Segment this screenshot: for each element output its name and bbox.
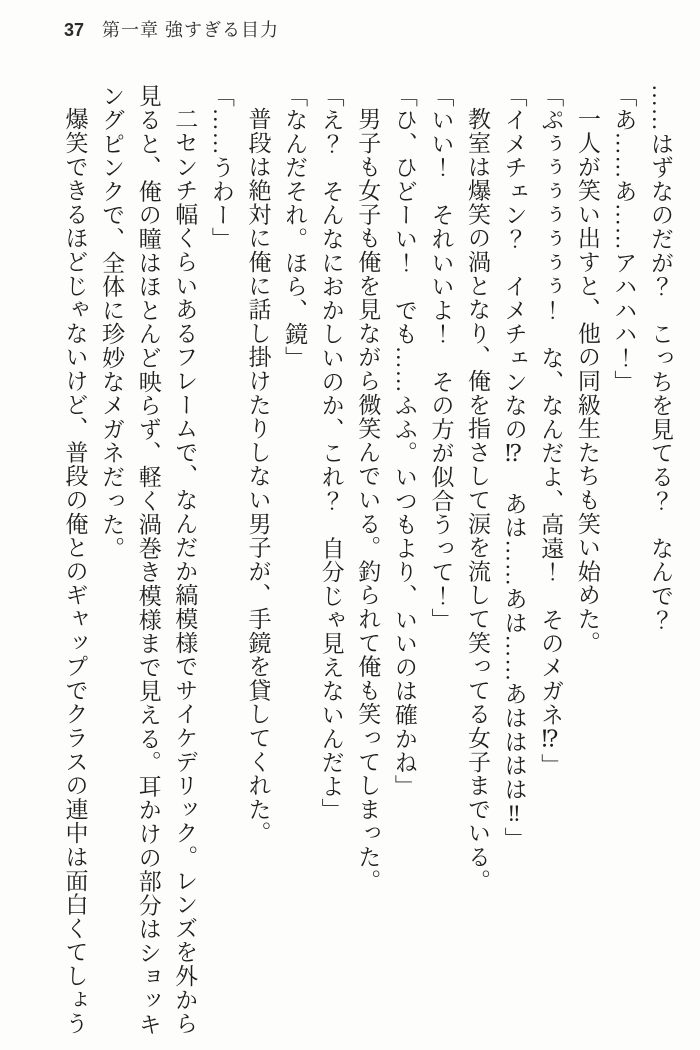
text-column: ングピンクで、全体に珍妙なメガネだった。	[99, 84, 125, 560]
text-column: 一人が笑い出すと、他の同級生たちも笑い始めた。	[574, 107, 600, 655]
text-column: 教室は爆笑の渦となり、俺を指さして涙を流して笑ってる女子までいる。	[465, 107, 491, 893]
text-column: 爆笑できるほどじゃないけど、普段の俺とのギャップでクラスの連中は面白くてしょう	[62, 107, 88, 1036]
text-column: 「いい！ それいいよ！ その方が似合うって！」	[428, 84, 454, 632]
text-column: 「……うわー」	[208, 84, 234, 251]
text-column: 「ぷぅぅぅぅぅぅぅ！ な、なんだよ、高遠！ そのメガネ⁉」	[538, 84, 564, 778]
chapter-title: 第一章 強すぎる目力	[102, 20, 280, 40]
text-column: ……はずなのだが？ こっちを見てる？ なんで？	[648, 84, 673, 632]
text-column: 普段は絶対に俺に話し掛けたりしない男子が、手鏡を貸してくれた。	[245, 107, 271, 845]
text-column: 「ひ、ひどーい！ でも……ふふ。いつもより、いいのは確かね」	[391, 84, 417, 798]
text-column: 「あ……あ……アハハハ！」	[611, 84, 637, 394]
text-column: 「なんだそれ。ほら、鏡」	[282, 84, 308, 370]
text-column: 「イメチェン？ イメチェンなの⁉ あは……あは……あはははは‼」	[501, 84, 527, 851]
text-column: 二センチ幅くらいあるフレームで、なんだか縞模様でサイケデリック。レンズを外から	[172, 107, 198, 1036]
text-column: 男子も女子も俺を見ながら微笑んでいる。釣られて俺も笑ってしまった。	[355, 107, 381, 893]
text-column: 見ると、俺の瞳はほとんど映らず、軽く渦巻き模様まで見える。耳かけの部分はショッキ	[135, 84, 161, 1036]
page-number: 37	[64, 20, 85, 40]
text-body	[56, 84, 678, 1050]
text-column: 「え？ そんなにおかしいのか、これ？ 自分じゃ見えないんだよ」	[318, 84, 344, 822]
running-head	[64, 16, 279, 42]
